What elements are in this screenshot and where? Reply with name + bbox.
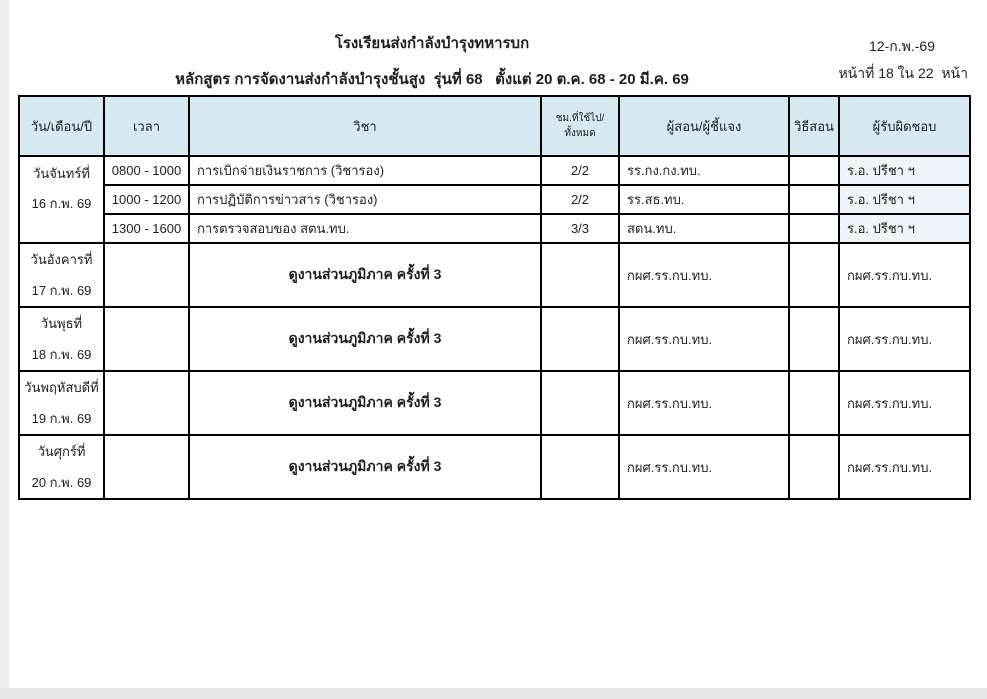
method-cell xyxy=(789,214,839,243)
header-responsible: ผู้รับผิดชอบ xyxy=(839,96,970,156)
hours-cell: 3/3 xyxy=(541,214,619,243)
time-cell: 0800 - 1000 xyxy=(104,156,189,185)
method-cell xyxy=(789,243,839,307)
hours-cell xyxy=(541,243,619,307)
method-cell xyxy=(789,435,839,499)
time-cell xyxy=(104,435,189,499)
day-cell-tuesday xyxy=(19,243,104,307)
header-instructor: ผู้สอน/ผู้ชี้แจง xyxy=(619,96,789,156)
table-row xyxy=(19,371,970,435)
time-cell: 1300 - 1600 xyxy=(104,214,189,243)
responsible-cell: ร.อ. ปรีชา ฯ xyxy=(839,185,970,214)
page-indicator: หน้าที่ 18 ใน 22 หน้า xyxy=(838,65,968,81)
instructor-cell: กผศ.รร.กบ.ทบ. xyxy=(619,435,789,499)
table-row xyxy=(19,307,970,371)
day-date: 16 ก.พ. 69 xyxy=(31,195,92,211)
instructor-cell: สตน.ทบ. xyxy=(619,214,789,243)
day-name: วันศุกร์ที่ xyxy=(37,444,86,459)
instructor-cell: รร.กง.กง.ทบ. xyxy=(619,156,789,185)
responsible-cell: กผศ.รร.กบ.ทบ. xyxy=(839,371,970,435)
table-row xyxy=(19,214,970,243)
instructor-cell: กผศ.รร.กบ.ทบ. xyxy=(619,243,789,307)
time-cell xyxy=(104,243,189,307)
day-cell-wednesday xyxy=(19,307,104,371)
responsible-cell: ร.อ. ปรีชา ฯ xyxy=(839,214,970,243)
day-name: วันอังคารที่ xyxy=(30,252,93,267)
course-subtitle: หลักสูตร การจัดงานส่งกำลังบำรุงชั้นสูง รุ่นที่ 68 ตั้งแต่ 20 ต.ค. 68 - 20 มี.ค. 69 xyxy=(175,71,689,88)
document-title: โรงเรียนส่งกำลังบำรุงทหารบก xyxy=(334,35,530,52)
subject-cell: ดูงานส่วนภูมิภาค ครั้งที่ 3 xyxy=(189,243,541,307)
hours-cell xyxy=(541,307,619,371)
header-subject: วิชา xyxy=(189,96,541,156)
instructor-cell: กผศ.รร.กบ.ทบ. xyxy=(619,371,789,435)
time-cell xyxy=(104,371,189,435)
time-cell xyxy=(104,307,189,371)
method-cell xyxy=(789,156,839,185)
day-cell-monday xyxy=(19,156,104,243)
day-date: 17 ก.พ. 69 xyxy=(31,283,92,298)
table-header-row xyxy=(19,96,970,156)
hours-cell: 2/2 xyxy=(541,185,619,214)
hours-cell xyxy=(541,371,619,435)
instructor-cell: รร.สธ.ทบ. xyxy=(619,185,789,214)
responsible-cell: กผศ.รร.กบ.ทบ. xyxy=(839,243,970,307)
subject-cell: การเบิกจ่ายเงินราชการ (วิชารอง) xyxy=(189,156,541,185)
subject-cell: ดูงานส่วนภูมิภาค ครั้งที่ 3 xyxy=(189,307,541,371)
table-row xyxy=(19,185,970,214)
day-name: วันจันทร์ที่ xyxy=(33,165,90,181)
header-day: วัน/เดือน/ปี xyxy=(19,96,104,156)
subject-cell: การตรวจสอบของ สตน.ทบ. xyxy=(189,214,541,243)
method-cell xyxy=(789,185,839,214)
table-row xyxy=(19,156,970,185)
page-edge-bottom xyxy=(0,688,987,699)
responsible-cell: กผศ.รร.กบ.ทบ. xyxy=(839,307,970,371)
subject-cell: การปฏิบัติการข่าวสาร (วิชารอง) xyxy=(189,185,541,214)
page-edge-left xyxy=(0,0,9,699)
responsible-cell: กผศ.รร.กบ.ทบ. xyxy=(839,435,970,499)
hours-cell xyxy=(541,435,619,499)
responsible-cell: ร.อ. ปรีชา ฯ xyxy=(839,156,970,185)
header-method: วิธีสอน xyxy=(789,96,839,156)
hours-cell: 2/2 xyxy=(541,156,619,185)
document-date: 12-ก.พ.-69 xyxy=(869,38,935,54)
subject-cell: ดูงานส่วนภูมิภาค ครั้งที่ 3 xyxy=(189,435,541,499)
day-date: 19 ก.พ. 69 xyxy=(31,411,92,426)
day-cell-friday xyxy=(19,435,104,499)
table-row xyxy=(19,243,970,307)
table-row xyxy=(19,435,970,499)
header-hours: ชม.ที่ใช้ไป/ทั้งหมด xyxy=(541,96,619,156)
schedule-table xyxy=(18,95,971,500)
instructor-cell: กผศ.รร.กบ.ทบ. xyxy=(619,307,789,371)
day-name: วันพฤหัสบดีที่ xyxy=(24,380,99,395)
method-cell xyxy=(789,371,839,435)
header-time: เวลา xyxy=(104,96,189,156)
day-cell-thursday xyxy=(19,371,104,435)
day-date: 18 ก.พ. 69 xyxy=(31,347,92,362)
day-name: วันพุธที่ xyxy=(40,316,83,331)
day-date: 20 ก.พ. 69 xyxy=(31,475,92,490)
method-cell xyxy=(789,307,839,371)
time-cell: 1000 - 1200 xyxy=(104,185,189,214)
subject-cell: ดูงานส่วนภูมิภาค ครั้งที่ 3 xyxy=(189,371,541,435)
